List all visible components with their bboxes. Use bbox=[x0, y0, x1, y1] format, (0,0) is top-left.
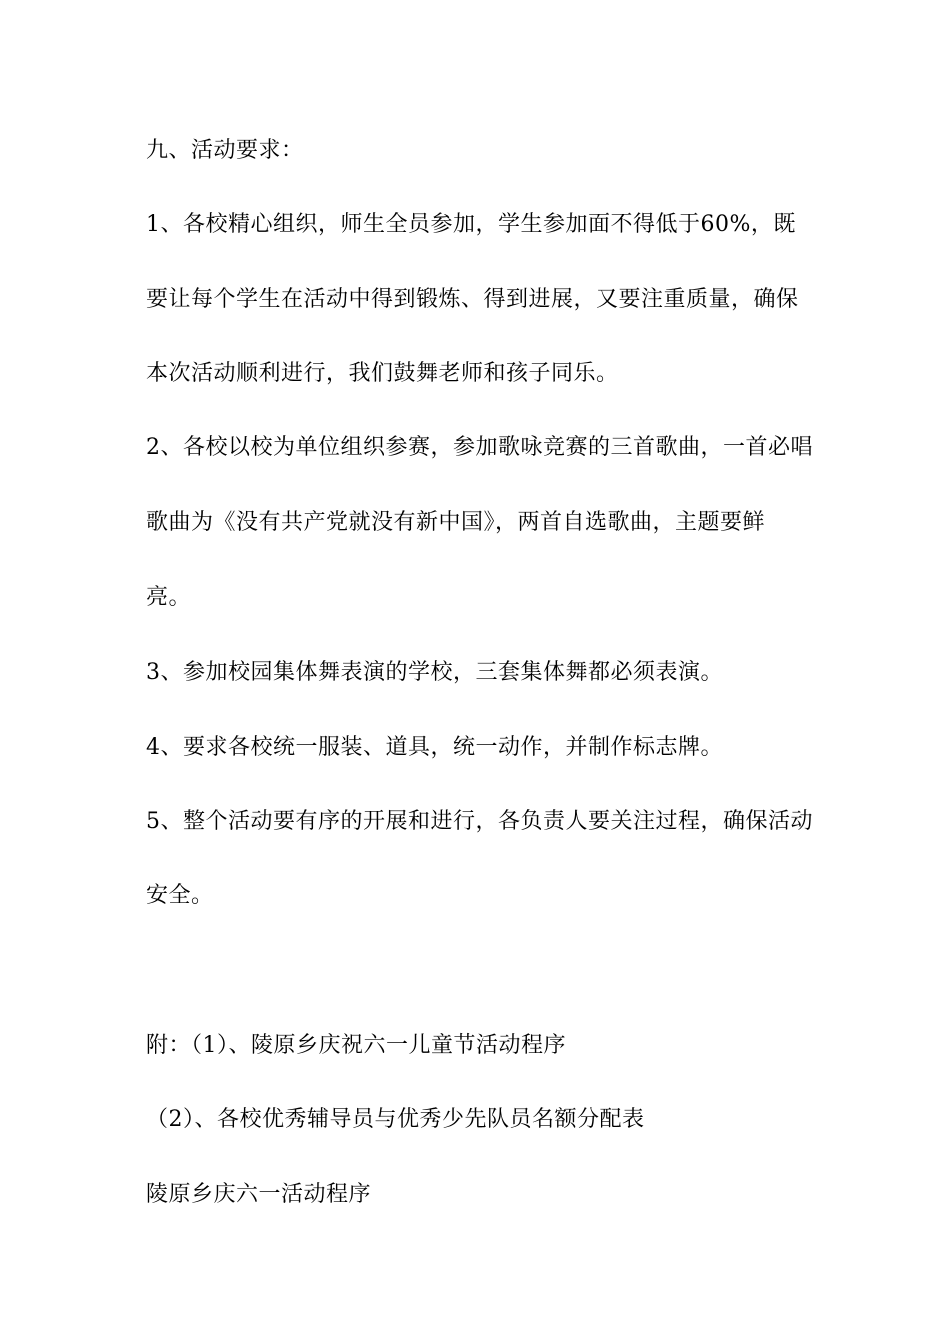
requirement-3: 3、参加校园集体舞表演的学校，三套集体舞都必须表演。 bbox=[146, 660, 723, 685]
appendix-1: 附：（1）、陵原乡庆祝六一儿童节活动程序 bbox=[146, 1033, 566, 1058]
requirement-4: 4、要求各校统一服装、道具，统一动作，并制作标志牌。 bbox=[146, 735, 723, 760]
requirement-2-line-2: 歌曲为《没有共产党就没有新中国》，两首自选歌曲，主题要鲜 bbox=[146, 510, 766, 535]
appendix-2: （2）、各校优秀辅导员与优秀少先队员名额分配表 bbox=[146, 1107, 645, 1132]
section-heading: 九、活动要求： bbox=[146, 138, 304, 163]
requirement-2-line-3: 亮。 bbox=[146, 585, 192, 610]
requirement-1-line-3: 本次活动顺利进行，我们鼓舞老师和孩子同乐。 bbox=[146, 361, 619, 386]
requirement-5-line-2: 安全。 bbox=[146, 883, 214, 908]
requirement-2-line-1: 2、各校以校为单位组织参赛，参加歌咏竞赛的三首歌曲，一首必唱 bbox=[146, 435, 813, 460]
requirement-1-line-2: 要让每个学生在活动中得到锻炼、得到进展，又要注重质量，确保 bbox=[146, 287, 799, 312]
requirement-1-line-1: 1、各校精心组织，师生全员参加，学生参加面不得低于60%，既 bbox=[146, 212, 796, 237]
program-title: 陵原乡庆六一活动程序 bbox=[146, 1182, 372, 1207]
requirement-5-line-1: 5、整个活动要有序的开展和进行，各负责人要关注过程，确保活动 bbox=[146, 809, 813, 834]
